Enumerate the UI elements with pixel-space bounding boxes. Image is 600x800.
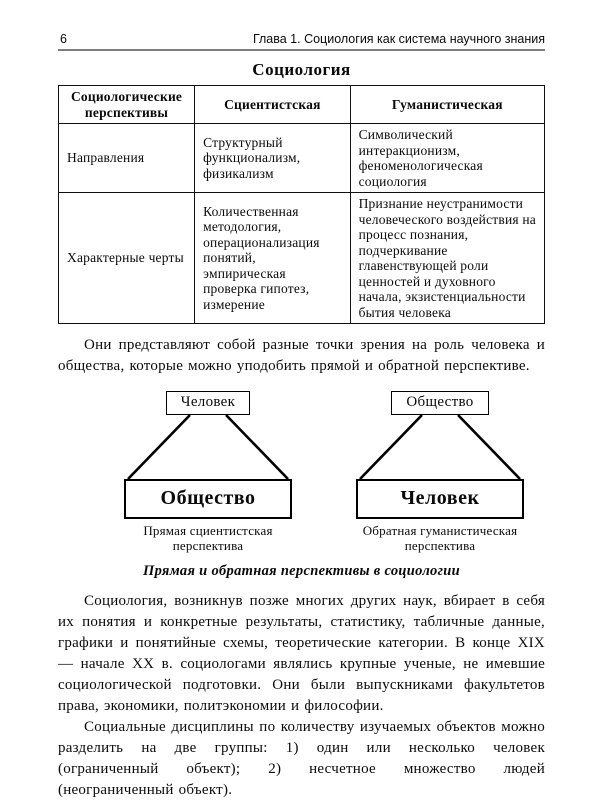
inverse-diagram-caption: Обратная гуманистическая перспектива [362,523,518,553]
table-title: Социология [252,60,351,79]
column-header-perspectives: Социологические перспективы [59,86,195,124]
figure-direct-perspective [92,391,324,553]
perspectives-table [58,85,545,324]
column-header-humanistic: Гуманистическая [350,86,544,124]
table-row-traits [59,193,545,324]
paragraph-disciplines: Социальные дисциплины по количеству изучаемых объектов можно разделить на две группы: 1) один или несколько человек (ограниченный объект); 2) несчетное множество людей (неограниченный объект). [58,719,545,798]
inverse-top-box: Общество [391,391,488,415]
table-header-row [59,86,545,124]
figure-caption: Прямая и обратная перспективы в социологии [142,563,460,579]
row-label-directions: Направления [59,124,195,193]
paragraph-history: Социология, возникнув позже многих других наук, вбирает в себя их понятия и конкретные результаты, статистику, табличные данные, графики и понятийные схемы, теоретические категории. В конце XIX — начале XX в. социологами являлись крупные ученые, не имевшие социологической подготовки. Они были выпускниками факультетов права, экономики, политэкономии и философии. [58,593,545,714]
figure-inverse-perspective [324,391,556,553]
direct-top-box: Человек [166,391,250,415]
perspectives-figure [58,391,545,553]
direct-bottom-box: Общество [124,479,292,519]
cell-directions-humanistic: Символический интеракционизм, феноменологическая социология [350,124,544,193]
cell-traits-scientistic: Количественная методология, операционализация понятий, эмпирическая проверка гипотез, измерение [195,193,351,324]
chapter-title: Глава 1. Социология как система научного знания [252,32,545,46]
page-number: 6 [60,32,67,46]
cell-traits-humanistic: Признание неустранимости человеческого воздействия на процесс познания, подчеркивание главенствующей роли ценностей и духовного начала, экзистенциальности бытия человека [350,193,544,324]
direct-diagram-caption: Прямая сциентистская перспектива [143,523,273,553]
running-head [58,32,545,51]
direct-diagram-lines [92,415,324,479]
inverse-bottom-box: Человек [356,479,524,519]
paragraph-intro: Они представляют собой разные точки зрения на роль человека и общества, которые можно уподобить прямой и обратной перспективе. [58,337,545,374]
row-label-traits: Характерные черты [59,193,195,324]
column-header-scientistic: Сциентистская [195,86,351,124]
table-row-directions [59,124,545,193]
cell-directions-scientistic: Структурный функционализм, физикализм [195,124,351,193]
inverse-diagram-lines [324,415,556,479]
